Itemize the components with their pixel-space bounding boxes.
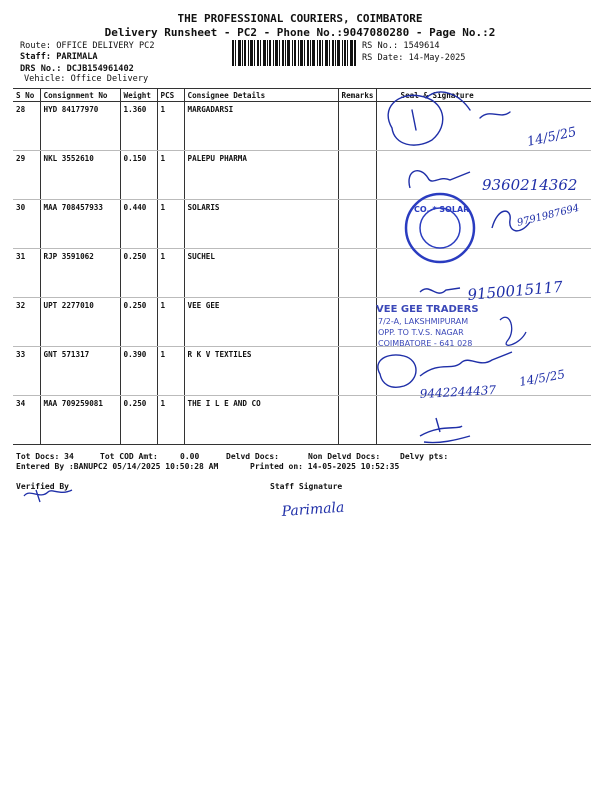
total-cod-label: Tot COD Amt: (100, 452, 158, 461)
cell-pcs: 1 (157, 200, 184, 249)
cell-seal (376, 396, 591, 445)
barcode-image (232, 40, 356, 66)
rs-date: RS Date: 14-May-2025 (362, 53, 466, 63)
cell-pcs: 1 (157, 151, 184, 200)
cell-weight: 0.250 (120, 396, 157, 445)
printed-on: Printed on: 14-05-2025 10:52:35 (250, 462, 400, 471)
cell-consignment: GNT 571317 (40, 347, 120, 396)
col-header-weight: Weight (120, 89, 157, 102)
cell-sno: 31 (13, 249, 40, 298)
cell-pcs: 1 (157, 298, 184, 347)
cell-consignee: SUCHEL (184, 249, 338, 298)
verified-by-signature (24, 490, 72, 502)
row28-date: 14/5/25 (525, 124, 578, 150)
row33-date: 14/5/25 (518, 367, 567, 389)
col-header-consignment: Consignment No (40, 89, 120, 102)
cell-weight: 0.150 (120, 151, 157, 200)
cell-pcs: 1 (157, 249, 184, 298)
cell-sno: 30 (13, 200, 40, 249)
cell-weight: 0.250 (120, 298, 157, 347)
row31-phone: 9150015117 (466, 277, 564, 304)
cell-pcs: 1 (157, 102, 184, 151)
cell-remarks (338, 102, 376, 151)
table-row (13, 347, 591, 396)
cell-consignment: HYD 84177970 (40, 102, 120, 151)
col-header-remarks: Remarks (338, 89, 376, 102)
table-row (13, 249, 591, 298)
col-header-pcs: PCS (157, 89, 184, 102)
table-row (13, 200, 591, 249)
row30-phone: 9791987694 (516, 202, 581, 229)
cell-remarks (338, 249, 376, 298)
col-header-sno: S No (13, 89, 40, 102)
cell-seal (376, 102, 591, 151)
runsheet-subtitle: Delivery Runsheet - PC2 - Phone No.:9047080280 - Page No.:2 (104, 26, 496, 39)
table-row (13, 298, 591, 347)
cell-sno: 34 (13, 396, 40, 445)
row29-phone: 9360214362 (482, 176, 578, 194)
vee-gee-stamp-line1: VEE GEE TRADERS (376, 304, 479, 315)
total-docs: Tot Docs: 34 (16, 452, 74, 461)
cell-consignee: THE I L E AND CO (184, 396, 338, 445)
route-label: Route: OFFICE DELIVERY PC2 (20, 41, 155, 51)
company-title: THE PROFESSIONAL COURIERS, COIMBATORE (177, 12, 423, 25)
delivered-docs-label: Delvd Docs: (226, 452, 279, 461)
staff-signature-label: Staff Signature (270, 482, 343, 491)
cell-remarks (338, 298, 376, 347)
entered-by: Entered By :BANUPC2 05/14/2025 10:50:28 AM (16, 462, 219, 471)
staff-signature-handwritten: Parimala (281, 499, 345, 520)
cell-consignment: MAA 708457933 (40, 200, 120, 249)
table-row (13, 151, 591, 200)
cell-remarks (338, 151, 376, 200)
drs-number: DRS No.: DCJB154961402 (20, 64, 134, 74)
cell-remarks (338, 200, 376, 249)
table-row (13, 102, 591, 151)
rs-number: RS No.: 1549614 (362, 41, 440, 51)
row33-phone: 9442244437 (419, 383, 497, 401)
cell-weight: 0.390 (120, 347, 157, 396)
verified-by-label: Verified By (16, 482, 69, 491)
cell-seal (376, 200, 591, 249)
cell-pcs: 1 (157, 396, 184, 445)
non-delivered-docs-label: Non Delvd Docs: (308, 452, 381, 461)
cell-seal (376, 347, 591, 396)
vee-gee-stamp-line3: OPP. TO T.V.S. NAGAR (378, 328, 464, 337)
cell-sno: 29 (13, 151, 40, 200)
solaris-stamp-text: CO. * SOLAR (414, 205, 470, 214)
cell-consignee: SOLARIS (184, 200, 338, 249)
cell-weight: 0.440 (120, 200, 157, 249)
cell-weight: 1.360 (120, 102, 157, 151)
cell-consignee: PALEPU PHARMA (184, 151, 338, 200)
delivery-points-label: Delvy pts: (400, 452, 449, 461)
cell-pcs: 1 (157, 347, 184, 396)
cell-consignment: NKL 3552610 (40, 151, 120, 200)
cell-consignment: UPT 2277010 (40, 298, 120, 347)
staff-label: Staff: PARIMALA (20, 52, 98, 62)
vee-gee-stamp-line4: COIMBATORE - 641 028 (378, 339, 473, 348)
cell-seal (376, 298, 591, 347)
total-cod-value: 0.00 (180, 452, 200, 461)
cell-consignment: MAA 709259081 (40, 396, 120, 445)
vehicle-label: Vehicle: Office Delivery (24, 74, 149, 84)
table-row (13, 396, 591, 445)
cell-weight: 0.250 (120, 249, 157, 298)
cell-sno: 28 (13, 102, 40, 151)
table-header-row (13, 89, 591, 102)
cell-remarks (338, 396, 376, 445)
cell-consignee: VEE GEE (184, 298, 338, 347)
cell-consignment: RJP 3591062 (40, 249, 120, 298)
cell-seal (376, 249, 591, 298)
cell-consignee: R K V TEXTILES (184, 347, 338, 396)
cell-remarks (338, 347, 376, 396)
vee-gee-stamp-line2: 7/2-A, LAKSHMIPURAM (378, 317, 469, 326)
col-header-consignee: Consignee Details (184, 89, 338, 102)
runsheet-table (13, 88, 591, 445)
col-header-seal: Seal & Signature (376, 89, 591, 102)
cell-sno: 32 (13, 298, 40, 347)
cell-seal (376, 151, 591, 200)
cell-consignee: MARGADARSI (184, 102, 338, 151)
cell-sno: 33 (13, 347, 40, 396)
